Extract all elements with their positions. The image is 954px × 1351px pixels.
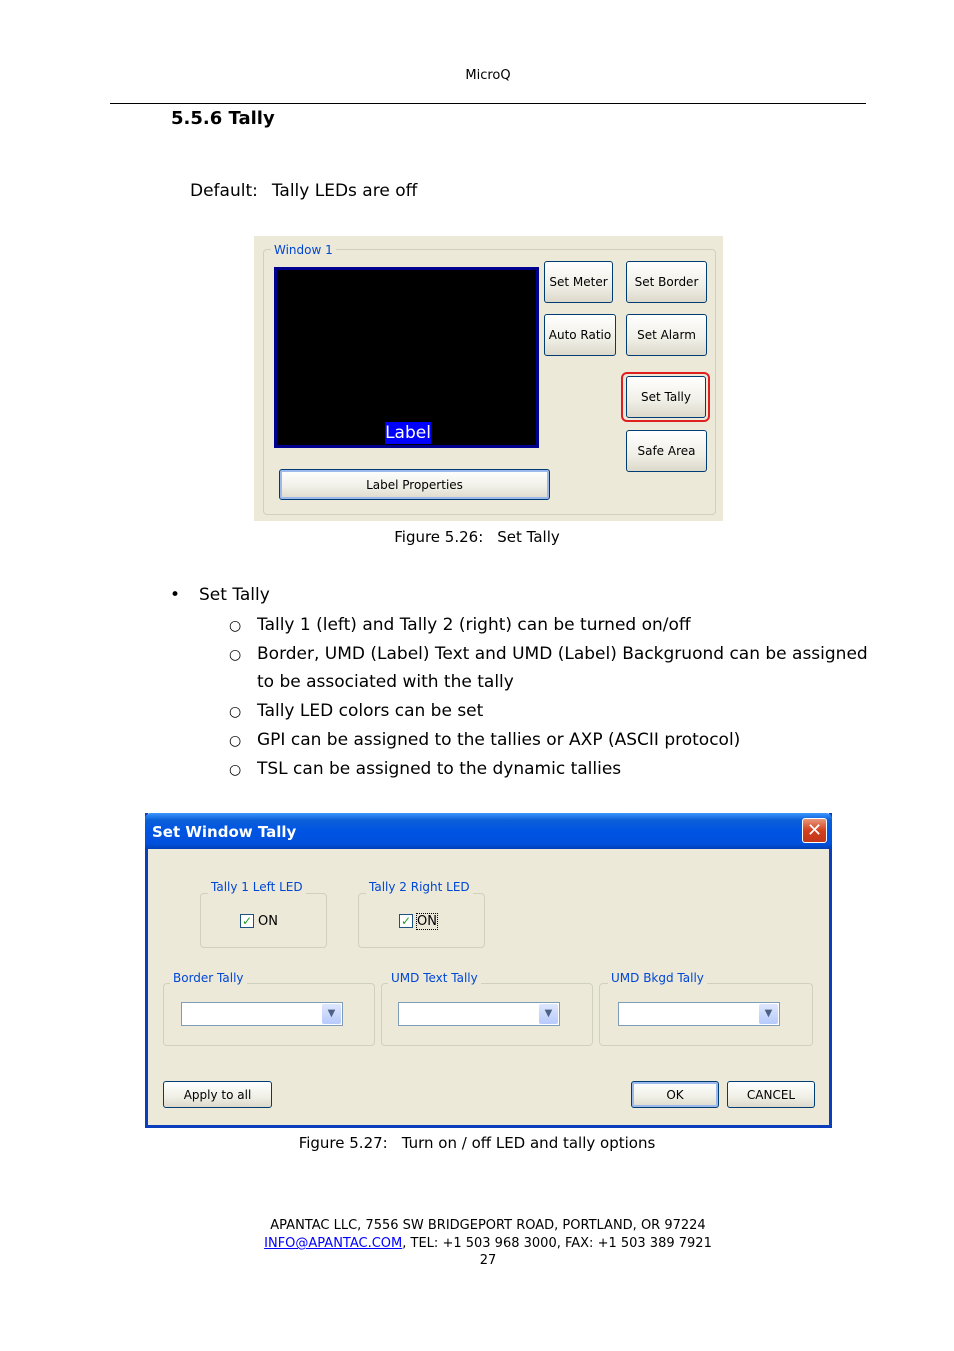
label-properties-button[interactable]: Label Properties	[279, 469, 550, 500]
set-meter-button[interactable]: Set Meter	[544, 261, 613, 303]
window-preview	[274, 267, 539, 448]
tally2-title: Tally 2 Right LED	[366, 880, 473, 894]
umd-bkgd-tally-title: UMD Bkgd Tally	[608, 971, 707, 985]
set-window-tally-dialog	[145, 813, 832, 1128]
footer-phones: , TEL: +1 503 968 3000, FAX: +1 503 389 7921	[402, 1236, 712, 1251]
umd-text-tally-title: UMD Text Tally	[388, 971, 481, 985]
list-item: ○ GPI can be assigned to the tallies or AXP (ASCII protocol)	[229, 730, 741, 750]
window-settings-figure	[254, 236, 723, 521]
tally2-on-label: ON	[417, 914, 437, 929]
default-label: Default:	[190, 181, 258, 201]
caption-text: Turn on / off LED and tally options	[401, 1134, 656, 1152]
set-tally-button[interactable]: Set Tally	[626, 376, 706, 418]
figure-5-27-caption	[0, 1134, 954, 1152]
caption-number: Figure 5.26:	[394, 528, 484, 546]
section-title: 5.5.6 Tally	[171, 108, 275, 129]
tally2-checkbox[interactable]: ✓	[400, 914, 412, 928]
preview-label: Label	[385, 423, 431, 443]
caption-text: Set Tally	[497, 528, 560, 546]
tally1-on-label: ON	[258, 914, 278, 929]
window-group-title: Window 1	[271, 243, 336, 257]
border-tally-select[interactable]	[181, 1002, 343, 1026]
cancel-button[interactable]: CANCEL	[727, 1081, 815, 1108]
set-border-button[interactable]: Set Border	[626, 261, 707, 303]
footer-address: APANTAC LLC, 7556 SW BRIDGEPORT ROAD, PORTLAND, OR 97224	[270, 1218, 706, 1233]
tally1-checkbox[interactable]: ✓	[241, 914, 253, 928]
umd-text-tally-select[interactable]	[398, 1002, 560, 1026]
bullet-set-tally	[170, 585, 270, 605]
footer-contact	[0, 1235, 954, 1252]
bullet-text: Set Tally	[199, 585, 270, 605]
list-item: ○ Tally 1 (left) and Tally 2 (right) can be turned on/off	[229, 615, 691, 635]
default-line	[190, 181, 417, 201]
running-header: MicroQ	[465, 68, 511, 83]
footer-email-link[interactable]: INFO@APANTAC.COM	[264, 1236, 403, 1251]
dialog-titlebar	[145, 813, 832, 849]
page-number: 27	[479, 1253, 497, 1268]
bullet-dot: •	[170, 585, 181, 605]
apply-to-all-button[interactable]: Apply to all	[163, 1081, 272, 1108]
chevron-down-icon: ▼	[539, 1004, 558, 1024]
dialog-title: Set Window Tally	[152, 823, 297, 841]
tally1-title: Tally 1 Left LED	[208, 880, 306, 894]
default-text: Tally LEDs are off	[271, 181, 418, 201]
border-tally-title: Border Tally	[170, 971, 247, 985]
caption-number: Figure 5.27:	[298, 1134, 388, 1152]
list-item: ○ TSL can be assigned to the dynamic tallies	[229, 759, 622, 779]
safe-area-button[interactable]: Safe Area	[626, 430, 707, 472]
header-rule	[110, 103, 866, 104]
figure-5-26-caption	[0, 528, 954, 546]
ok-button[interactable]: OK	[631, 1081, 719, 1108]
list-item: ○ Tally LED colors can be set	[229, 701, 484, 721]
set-alarm-button[interactable]: Set Alarm	[626, 314, 707, 356]
chevron-down-icon: ▼	[759, 1004, 778, 1024]
close-icon[interactable]: ✕	[802, 818, 827, 843]
list-item: ○ Border, UMD (Label) Text and UMD (Label) Backgruond can be assigned to be associated with the tally	[229, 644, 868, 692]
auto-ratio-button[interactable]: Auto Ratio	[544, 314, 616, 356]
umd-bkgd-tally-select[interactable]	[618, 1002, 780, 1026]
chevron-down-icon: ▼	[322, 1004, 341, 1024]
